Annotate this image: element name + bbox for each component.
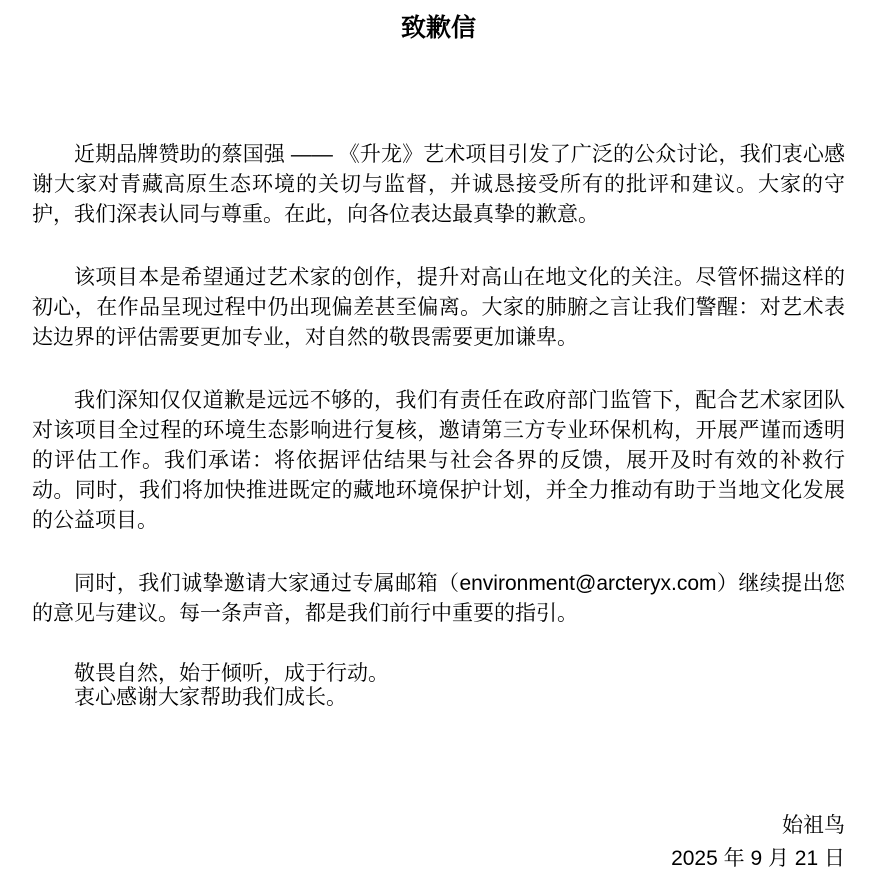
- closing-line-motto: 敬畏自然，始于倾听，成于行动。: [74, 662, 389, 685]
- page-title: 致歉信: [400, 14, 476, 42]
- closing-line-thanks: 衷心感谢大家帮助我们成长。: [74, 686, 347, 709]
- letter-body: [32, 140, 845, 875]
- signature-brand-name: 始祖鸟: [782, 814, 845, 837]
- paragraph-1: 近期品牌赞助的蔡国强 —— 《升龙》艺术项目引发了广泛的公众讨论，我们衷心感谢大家对青藏高原生态环境的关切与监督，并诚恳接受所有的批评和建议。大家的守护，我们深表认同与尊重。在此，向各位表达最真挚的歉意。: [32, 143, 845, 226]
- paragraph-4: 同时，我们诚挚邀请大家通过专属邮箱（environment@arcteryx.com）继续提出您的意见与建议。每一条声音，都是我们前行中重要的指引。: [32, 572, 845, 625]
- signature-date: 2025 年 9 月 21 日: [671, 847, 845, 870]
- paragraph-2: 该项目本是希望通过艺术家的创作，提升对高山在地文化的关注。尽管怀揣这样的初心，在作品呈现过程中仍出现偏差甚至偏离。大家的肺腑之言让我们警醒：对艺术表达边界的评估需要更加专业，对自然的敬畏需要更加谦卑。: [32, 266, 845, 349]
- signature-block: [32, 809, 845, 875]
- paragraph-3: 我们深知仅仅道歉是远远不够的，我们有责任在政府部门监管下，配合艺术家团队对该项目全过程的环境生态影响进行复核，邀请第三方专业环保机构，开展严谨而透明的评估工作。我们承诺：将依据评估结果与社会各界的反馈，展开及时有效的补救行动。同时，我们将加快推进既定的藏地环境保护计划，并全力推动有助于当地文化发展的公益项目。: [32, 389, 845, 532]
- closing-lines: [32, 662, 845, 710]
